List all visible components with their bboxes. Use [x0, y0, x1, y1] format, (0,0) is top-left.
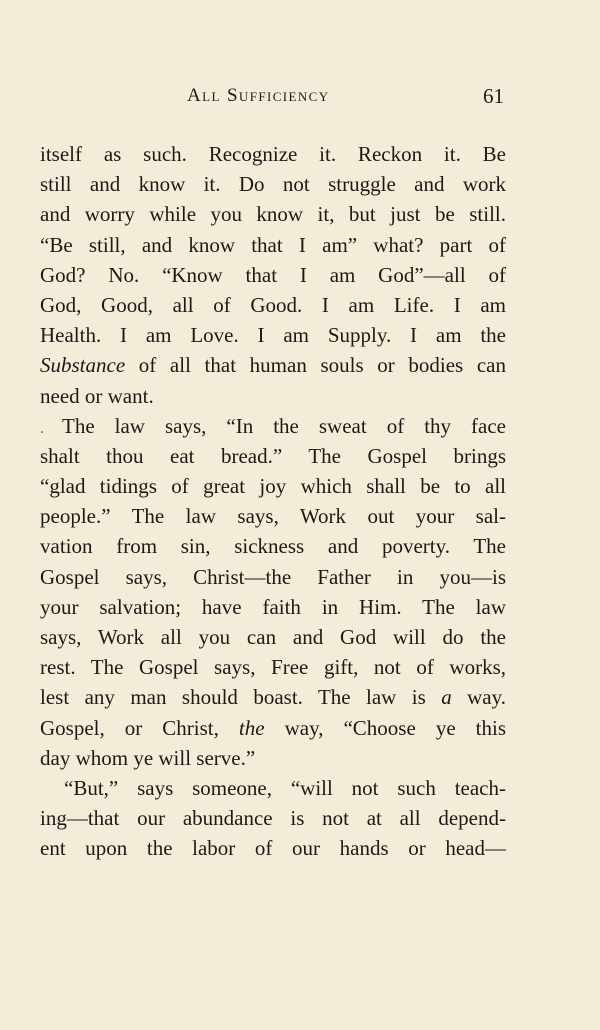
text-line	[40, 350, 506, 380]
text-line: “Be still, and know that I am” what? part of	[40, 232, 506, 257]
emphasis-the: the	[238, 715, 265, 740]
text-line	[40, 682, 506, 712]
page-header	[40, 84, 504, 108]
text-fragment: of all that human souls or bodies can	[125, 353, 506, 378]
text-line: people.” The law says, Work out your sal-	[40, 504, 506, 529]
emphasis-a: a	[441, 685, 452, 710]
text-line: shalt thou eat bread.” The Gospel brings	[40, 443, 506, 468]
text-line: vation from sin, sickness and poverty. The	[40, 534, 506, 559]
text-line: Health. I am Love. I am Supply. I am the	[40, 323, 506, 348]
text-fragment: The law says, “In the sweat of thy face	[62, 413, 506, 438]
text-line	[40, 713, 506, 743]
text-line: “But,” says someone, “will not such teach-	[64, 775, 506, 800]
text-line: still and know it. Do not struggle and work	[40, 172, 506, 197]
text-fragment: way.	[451, 685, 506, 710]
text-line: your salvation; have faith in Him. The law	[40, 594, 506, 619]
text-line: God, Good, all of Good. I am Life. I am	[40, 292, 506, 317]
text-line: need or want.	[40, 383, 154, 408]
text-line: and worry while you know it, but just be still.	[40, 202, 506, 227]
text-line	[40, 411, 506, 441]
text-fragment: way, “Choose ye this	[264, 715, 506, 740]
body-text	[40, 139, 506, 864]
emphasis-substance: Substance	[40, 353, 126, 378]
text-fragment: Gospel, or Christ,	[40, 715, 239, 740]
text-line: ent upon the labor of our hands or head—	[40, 836, 506, 861]
page-number: 61	[483, 84, 504, 108]
text-line: rest. The Gospel says, Free gift, not of works,	[40, 655, 506, 680]
text-line: itself as such. Recognize it. Reckon it. Be	[40, 142, 506, 166]
text-line: Gospel says, Christ—the Father in you—is	[40, 564, 506, 589]
text-line: day whom ye will serve.”	[40, 745, 256, 770]
text-line: says, Work all you can and God will do the	[40, 625, 506, 649]
text-line: “glad tidings of great joy which shall be to all	[40, 474, 506, 499]
running-title: All Sufficiency	[187, 85, 330, 106]
text-line: ing—that our abundance is not at all depend-	[40, 806, 506, 831]
text-fragment: lest any man should boast. The law is	[40, 685, 442, 710]
stray-mark: .	[40, 419, 44, 437]
text-line: God? No. “Know that I am God”—all of	[40, 262, 506, 287]
